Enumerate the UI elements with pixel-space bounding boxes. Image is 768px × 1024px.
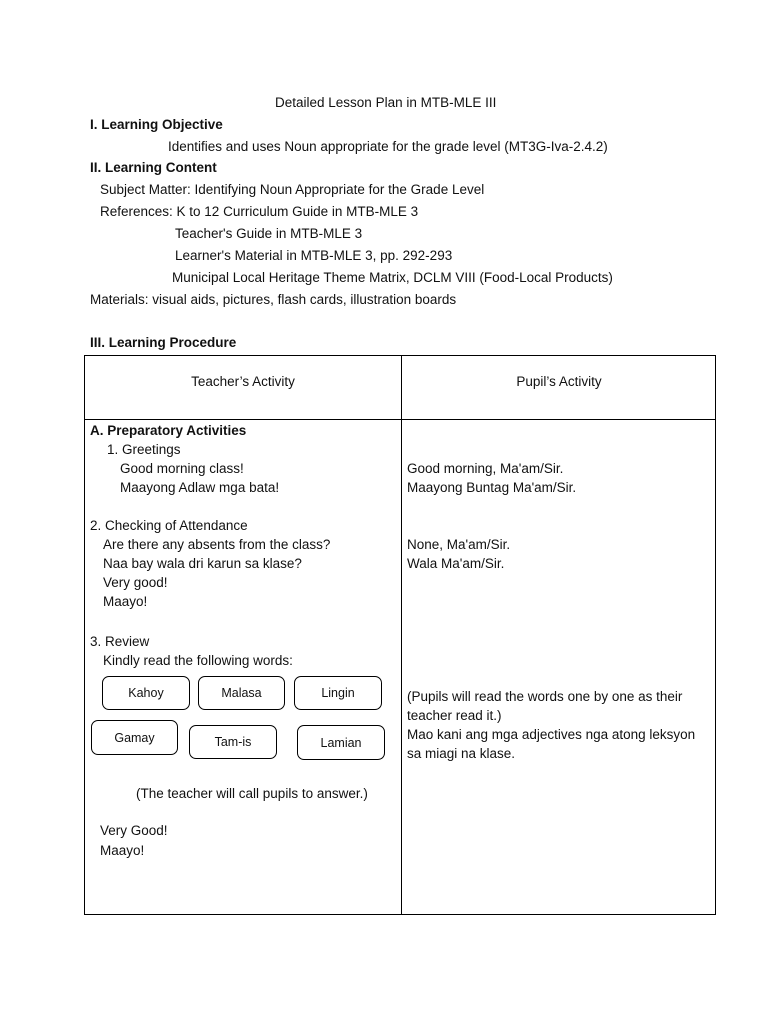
- prep-heading: A. Preparatory Activities: [90, 423, 247, 438]
- pupil-line: teacher read it.): [407, 708, 502, 723]
- reference-item: Learner's Material in MTB-MLE 3, pp. 292-293: [175, 248, 453, 263]
- word-card: Lamian: [297, 725, 385, 760]
- pupil-line: (Pupils will read the words one by one as their: [407, 689, 683, 704]
- word-card: Gamay: [91, 720, 178, 755]
- reference-item: References: K to 12 Curriculum Guide in MTB-MLE 3: [100, 204, 419, 219]
- pupil-line: Good morning, Ma'am/Sir.: [407, 461, 564, 476]
- pupil-line: None, Ma'am/Sir.: [407, 537, 511, 552]
- teacher-line: Very Good!: [100, 823, 168, 838]
- teacher-line: Very good!: [103, 575, 168, 590]
- header-divider: [85, 419, 715, 420]
- column-header-pupil: Pupil’s Activity: [516, 374, 602, 389]
- review-label: 3. Review: [90, 634, 150, 649]
- materials: Materials: visual aids, pictures, flash cards, illustration boards: [90, 292, 457, 307]
- content-heading: II. Learning Content: [90, 160, 217, 175]
- reference-item: Municipal Local Heritage Theme Matrix, DCLM VIII (Food-Local Products): [172, 270, 613, 285]
- objective-text: Identifies and uses Noun appropriate for the grade level (MT3G-Iva-2.4.2): [168, 139, 608, 154]
- procedure-heading: III. Learning Procedure: [90, 335, 237, 350]
- pupil-line: Maayong Buntag Ma'am/Sir.: [407, 480, 577, 495]
- teacher-line: Kindly read the following words:: [103, 653, 293, 668]
- greetings-label: 1. Greetings: [107, 442, 181, 457]
- subject-matter: Subject Matter: Identifying Noun Appropriate for the Grade Level: [100, 182, 485, 197]
- teacher-line: (The teacher will call pupils to answer.): [136, 786, 368, 801]
- pupil-line: sa miagi na klase.: [407, 746, 516, 761]
- word-card: Malasa: [198, 676, 285, 710]
- teacher-line: Good morning class!: [120, 461, 244, 476]
- teacher-line: Naa bay wala dri karun sa klase?: [103, 556, 302, 571]
- column-divider: [401, 356, 402, 914]
- teacher-line: Maayong Adlaw mga bata!: [120, 480, 280, 495]
- teacher-line: Are there any absents from the class?: [103, 537, 331, 552]
- objective-heading: I. Learning Objective: [90, 117, 223, 132]
- teacher-line: Maayo!: [103, 594, 148, 609]
- procedure-table: [84, 355, 716, 915]
- word-card: Tam-is: [189, 725, 277, 759]
- word-card: Lingin: [294, 676, 382, 710]
- reference-item: Teacher's Guide in MTB-MLE 3: [175, 226, 363, 241]
- document-title: Detailed Lesson Plan in MTB-MLE III: [275, 95, 497, 110]
- pupil-line: Wala Ma'am/Sir.: [407, 556, 505, 571]
- teacher-line: Maayo!: [100, 843, 145, 858]
- column-header-teacher: Teacher’s Activity: [191, 374, 295, 389]
- pupil-line: Mao kani ang mga adjectives nga atong leksyon: [407, 727, 696, 742]
- attendance-label: 2. Checking of Attendance: [90, 518, 248, 533]
- word-card: Kahoy: [102, 676, 190, 710]
